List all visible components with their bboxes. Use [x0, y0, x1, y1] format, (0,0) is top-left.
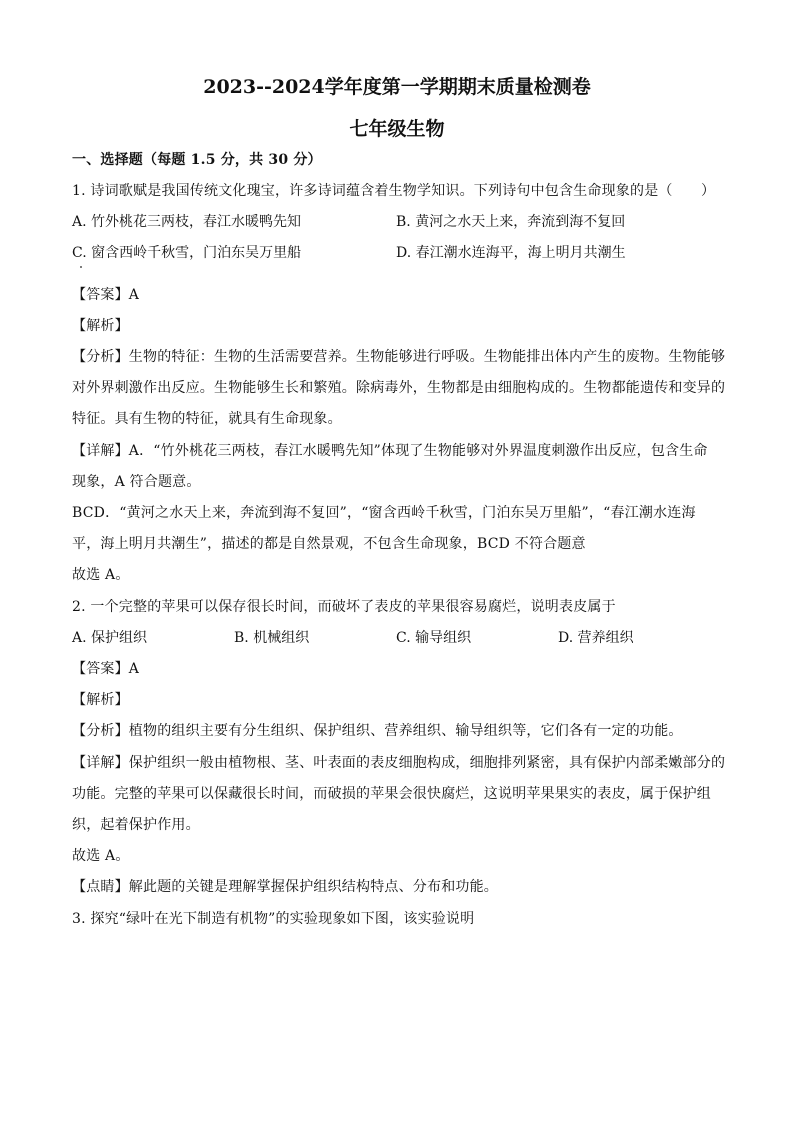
- page-subtitle: 七年级生物: [349, 118, 445, 140]
- question-2-option-a: A. 保护组织: [72, 630, 148, 646]
- question-1-detail-line-2: 现象，A 符合题意。: [72, 474, 201, 490]
- question-3-stem: 3. 探究“绿叶在光下制造有机物”的实验现象如下图，该实验说明: [72, 911, 475, 927]
- question-1-answer: 【答案】A: [72, 287, 140, 303]
- question-2-option-d: D. 营养组织: [558, 630, 634, 646]
- question-2-stem: 2. 一个完整的苹果可以保存很长时间，而破坏了表皮的苹果很容易腐烂，说明表皮属于: [72, 599, 616, 615]
- question-1-conclusion: 故选 A。: [72, 567, 130, 583]
- question-1-option-d: D. 春江潮水连海平，海上明月共潮生: [396, 245, 626, 261]
- question-1-fenxi-line-1: 【分析】生物的特征：生物的生活需要营养。生物能够进行呼吸。生物能排出体内产生的废物。生物能够: [72, 349, 726, 365]
- question-2-option-c: C. 输导组织: [396, 630, 472, 646]
- question-2-detail-line-2: 功能。完整的苹果可以保藏很长时间，而破损的苹果会很快腐烂，这说明苹果果实的表皮，属于保护组: [72, 786, 711, 802]
- question-2-detail-line-3: 织，起着保护作用。: [72, 817, 200, 833]
- question-1-fenxi-line-3: 特征。具有生物的特征，就具有生命现象。: [72, 411, 342, 427]
- question-2-analysis-label: 【解析】: [72, 692, 129, 708]
- question-1-option-b: B. 黄河之水天上来，奔流到海不复回: [396, 214, 626, 230]
- question-1-detail-line-3: BCD．“黄河之水天上来，奔流到海不复回”，“窗含西岭千秋雪，门泊东吴万里船”，“春江潮水连海: [72, 505, 696, 521]
- question-2-tip: 【点睛】解此题的关键是理解掌握保护组织结构特点、分布和功能。: [72, 879, 498, 895]
- question-2-answer: 【答案】A: [72, 661, 140, 677]
- question-1-stem: 1. 诗词歌赋是我国传统文化瑰宝，许多诗词蕴含着生物学知识。下列诗句中包含生命现象的是（ ）: [72, 183, 716, 199]
- question-1-option-a: A. 竹外桃花三两枝，春江水暖鸭先知: [72, 214, 302, 230]
- question-1-detail-line-1: 【详解】A．“竹外桃花三两枝，春江水暖鸭先知”体现了生物能够对外界温度刺激作出反应，包含生命: [72, 443, 708, 459]
- question-2-fenxi-line-1: 【分析】植物的组织主要有分生组织、保护组织、营养组织、输导组织等，它们各有一定的功能。: [72, 723, 683, 739]
- question-1-fenxi-line-2: 对外界刺激作出反应。生物能够生长和繁殖。除病毒外，生物都是由细胞构成的。生物都能遗传和变异的: [72, 380, 726, 396]
- section-heading: 一、选择题（每题 1.5 分，共 30 分）: [72, 152, 322, 168]
- question-1-detail-line-4: 平，海上明月共潮生”，描述的都是自然景观，不包含生命现象，BCD 不符合题意: [72, 536, 586, 552]
- question-2-option-b: B. 机械组织: [234, 630, 310, 646]
- question-2-conclusion: 故选 A。: [72, 848, 130, 864]
- page-title: 2023--2024学年度第一学期期末质量检测卷: [203, 76, 591, 98]
- question-2-detail-line-1: 【详解】保护组织一般由植物根、茎、叶表面的表皮细胞构成，细胞排列紧密，具有保护内部柔嫩部分的: [72, 755, 726, 771]
- question-1-option-c: C. 窗含西岭千秋雪，门泊东吴万里船: [72, 245, 302, 261]
- question-1-analysis-label: 【解析】: [72, 318, 129, 334]
- stray-dot-mark: [80, 266, 82, 268]
